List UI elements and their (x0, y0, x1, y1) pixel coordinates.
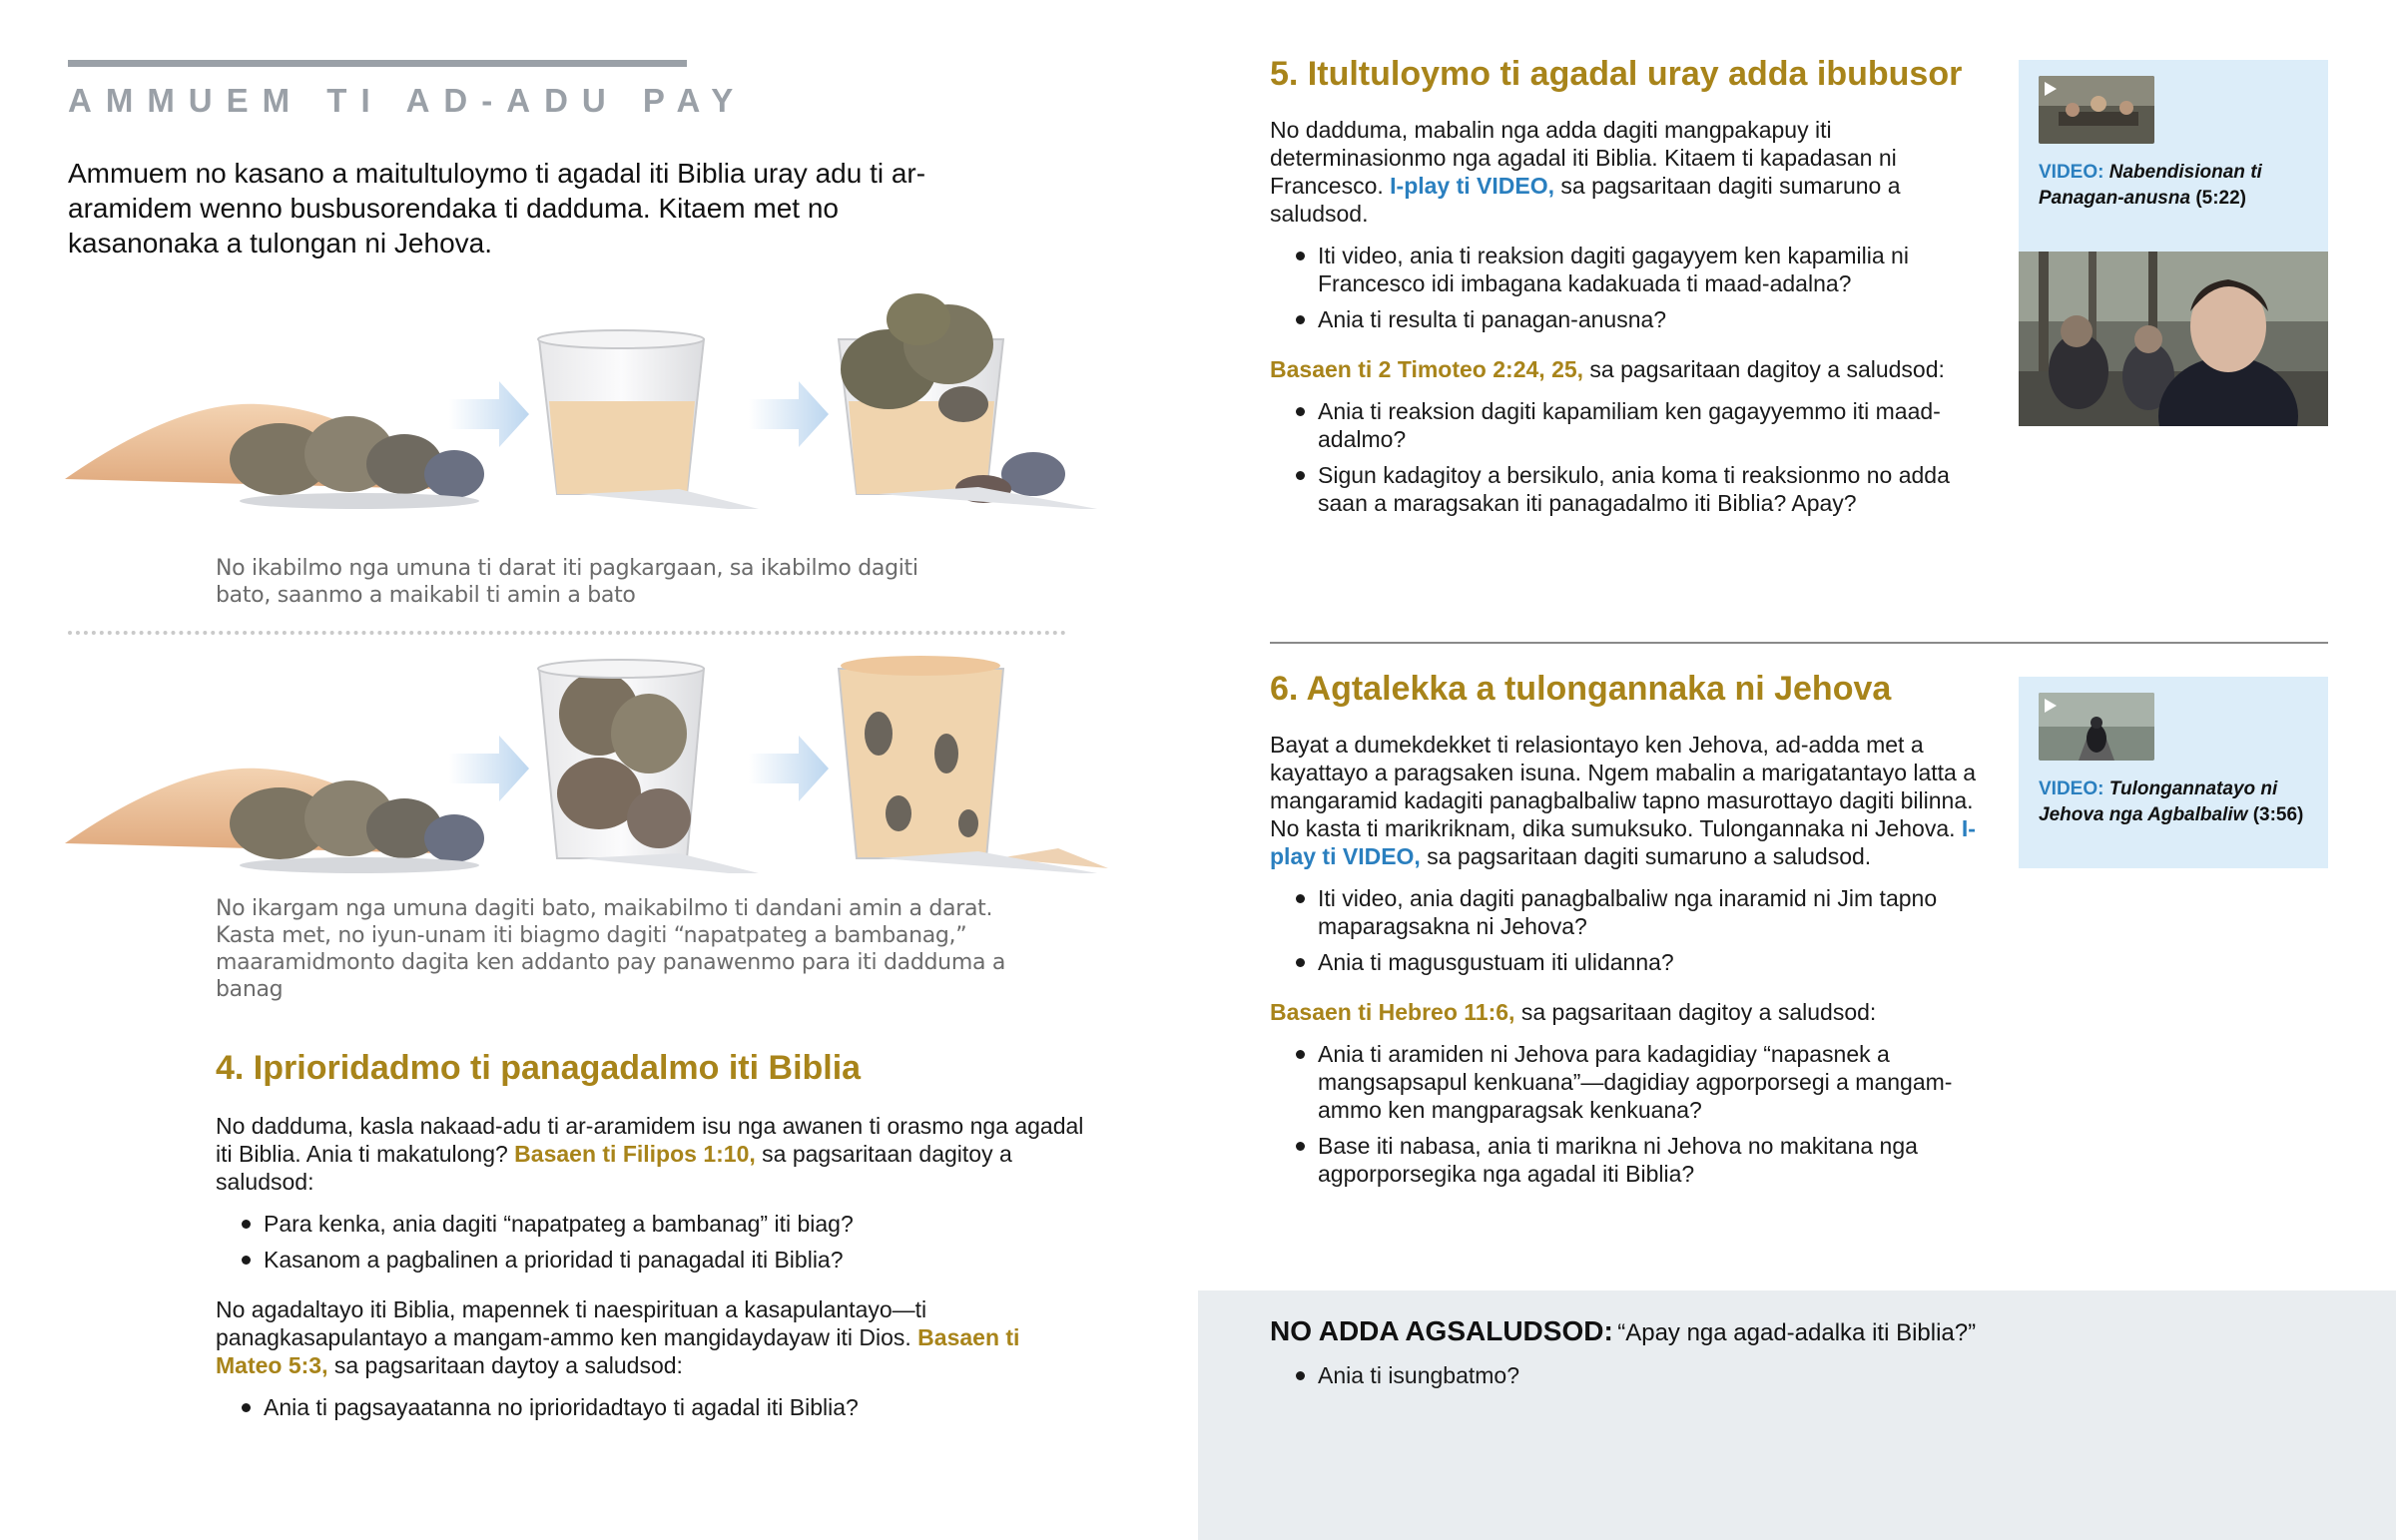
no-adda-answers (1270, 1361, 2328, 1389)
illustration-caption-2: No ikargam nga umuna dagiti bato, maikabilmo ti dandani amin a darat. Kasta met, no iyun-unam iti biagmo dagiti “napatpateg a bambanag,” maaramidmonto dagita ken addanto pay panawenmo para iti dadduma a banag (216, 896, 1006, 1002)
question-item: Ania ti reaksion dagiti kapamiliam ken gagayyemmo iti maad-adalmo? (1270, 397, 1989, 453)
rocks-icon (230, 416, 484, 498)
arrow-right-icon (449, 381, 529, 447)
question-item: Iti video, ania ti reaksion dagiti gagayyem ken kapamilia ni Francesco idi imbagana kadakuada ti maad-adalna? (1270, 242, 1989, 297)
question-item: Ania ti magusgustuam iti ulidanna? (1270, 948, 1989, 976)
section-5-questions-1 (1270, 242, 1989, 333)
illustration-rocks-first (60, 654, 1118, 873)
section-4-paragraph-1: No dadduma, kasla nakaad-adu ti ar-aramidem isu nga awanen ti orasmo nga agadal iti Biblia. Ania ti makatulong? Basaen ti Filipos 1:10, sa pagsaritaan dagitoy a saludsod: (216, 1113, 1084, 1195)
cup-with-rocks-icon (538, 660, 704, 858)
section-5-questions-2 (1270, 397, 1989, 517)
section-4 (216, 1048, 1084, 1429)
section-kicker: AMMUEM TI AD-ADU PAY (68, 82, 748, 119)
question-item: Ania ti resulta ti panagan-anusna? (1270, 305, 1989, 333)
section-divider (1270, 642, 2328, 644)
section-6-paragraph-2: Basaen ti Hebreo 11:6, sa pagsaritaan dagitoy a saludsod: (1270, 999, 1877, 1025)
no-adda-question: “Apay nga agad-adalka iti Biblia?” (1617, 1319, 1977, 1346)
question-item: Kasanom a pagbalinen a prioridad ti panagadal iti Biblia? (216, 1246, 1084, 1274)
dotted-divider (68, 631, 1066, 635)
video-label-2: VIDEO: Tulongannatayo ni Jehova nga Agbalbaliw (3:56) (2039, 778, 2304, 825)
scripture-link-timoteo[interactable]: Basaen ti 2 Timoteo 2:24, 25, (1270, 356, 1584, 382)
section-5-paragraph-2: Basaen ti 2 Timoteo 2:24, 25, sa pagsaritaan dagitoy a saludsod: (1270, 356, 1945, 382)
section-4-questions-2 (216, 1393, 1084, 1421)
arrow-right-icon (749, 736, 829, 801)
cup-rocks-and-sand-icon (839, 656, 1003, 858)
video-still-photo (2019, 252, 2328, 426)
rocks-icon (230, 780, 484, 862)
section-5 (1270, 54, 1989, 525)
no-adda-line (1270, 1315, 2328, 1347)
intro-text: Ammuem no kasano a maitultuloymo ti agadal iti Biblia uray adu ti ar-aramidem wenno busbusorendaka ti dadduma. Kitaem met no kasanonaka a tulongan ni Jehova. (68, 158, 926, 258)
question-item: Para kenka, ania dagiti “napatpateg a bambanag” iti biag? (216, 1210, 1084, 1238)
no-adda-label: NO ADDA AGSALUDSOD: (1270, 1315, 1613, 1346)
video-card-1[interactable] (2019, 60, 2328, 252)
section-6-heading: 6. Agtalekka a tulongannaka ni Jehova (1270, 670, 1892, 708)
play-video-link[interactable]: I-play ti VIDEO, (1390, 173, 1555, 199)
question-item: Iti video, ania dagiti panagbalbaliw nga inaramid ni Jim tapno maparagsakna ni Jehova? (1270, 884, 1989, 940)
question-item: Ania ti pagsayaatanna no iprioridadtayo ti agadal iti Biblia? (216, 1393, 1084, 1421)
header-rule (68, 60, 687, 67)
arrow-right-icon (449, 736, 529, 801)
play-video-link[interactable]: I-play ti VIDEO, (1270, 815, 1976, 869)
no-adda-content (1270, 1315, 2328, 1397)
answer-prompt: Ania ti isungbatmo? (1270, 1361, 2328, 1389)
section-6-questions-1 (1270, 884, 1989, 976)
video-card-2[interactable] (2019, 677, 2328, 868)
section-5-paragraph-1: No dadduma, mabalin nga adda dagiti mangpakapuy iti determinasionmo nga agadal iti Biblia. Kitaem ti kapadasan ni Francesco. I-play ti VIDEO, sa pagsaritaan dagiti sumaruno a saludsod. (1270, 117, 1901, 227)
video-thumbnail-1[interactable] (2039, 76, 2154, 144)
section-5-heading: 5. Itultuloymo ti agadal uray adda ibubusor (1270, 55, 1963, 93)
arrow-right-icon (749, 381, 829, 447)
section-4-paragraph-2: No agadaltayo iti Biblia, mapennek ti naespirituan a kasapulantayo—ti panagkasapulantayo a mangam-ammo ken mangidaydayaw iti Dios. Basaen ti Mateo 5:3, sa pagsaritaan daytoy a saludsod: (216, 1296, 1020, 1378)
illustration-sand-first (60, 289, 1118, 509)
scripture-link-hebreo[interactable]: Basaen ti Hebreo 11:6, (1270, 999, 1515, 1025)
scripture-link-filipos[interactable]: Basaen ti Filipos 1:10, (514, 1141, 756, 1167)
section-6-questions-2 (1270, 1040, 1989, 1188)
cup-rocks-overflowing-icon (839, 293, 1065, 503)
question-item: Ania ti aramiden ni Jehova para kadagidiay “napasnek a mangsapsapul kenkuana”—dagidiay agporporsegi a mangam-ammo ken mangparagsak kenkuana? (1270, 1040, 1989, 1124)
illustration-caption-1: No ikabilmo nga umuna ti darat iti pagkargaan, sa ikabilmo dagiti bato, saanmo a maikabil ti amin a bato (216, 556, 918, 608)
question-item: Sigun kadagitoy a bersikulo, ania koma ti reaksionmo no adda saan a maragsakan iti panagadalmo iti Biblia? Apay? (1270, 461, 1989, 517)
cup-with-sand-icon (538, 330, 704, 494)
scripture-link-mateo[interactable]: Basaen ti Mateo 5:3, (216, 1324, 1020, 1378)
section-6 (1270, 669, 1989, 1196)
section-4-questions-1 (216, 1210, 1084, 1274)
question-item: Base iti nabasa, ania ti marikna ni Jehova no makitana nga agporporsegika nga agadal iti Biblia? (1270, 1132, 1989, 1188)
video-label-1: VIDEO: Nabendisionan ti Panagan-anusna (5:22) (2039, 162, 2262, 209)
section-4-heading: 4. Iprioridadmo ti panagadalmo iti Biblia (216, 1049, 862, 1087)
video-thumbnail-2[interactable] (2039, 693, 2154, 761)
section-6-paragraph-1: Bayat a dumekdekket ti relasiontayo ken Jehova, ad-adda met a kayattayo a paragsaken isuna. Ngem mabalin a marigatantayo latta a mangaramid kadagiti panagbalbaliw tapno masurottayo dagiti bilinna. No kasta ti marikriknam, dika sumuksuko. Tulongannaka ni Jehova. I-play ti VIDEO, sa pagsaritaan dagiti sumaruno a saludsod. (1270, 732, 1977, 869)
